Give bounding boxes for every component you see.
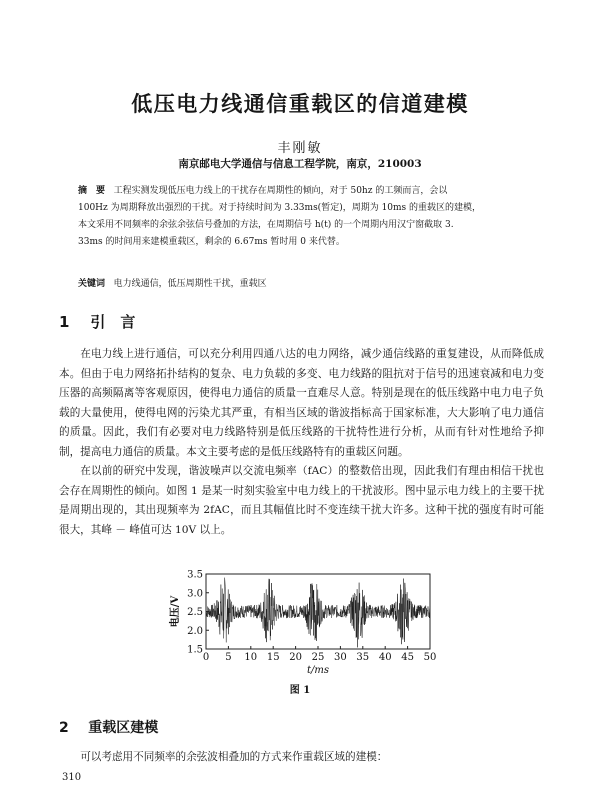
paper-title: 低压电力线通信重载区的信道建模 — [131, 92, 469, 116]
y-tick-label: 3.5 — [187, 569, 203, 581]
y-tick-label: 1.5 — [187, 644, 203, 656]
x-tick-label: 30 — [334, 652, 347, 663]
abstract-line-2: 100Hz 为周期释放出强烈的干扰。对于持续时间为 3.33ms(暂定)，周期为 10ms 的重载区的建模， — [78, 203, 482, 213]
author-name: 丰刚敏 — [277, 141, 323, 156]
paragraph: 可以考虑用不同频率的余弦波相叠加的方式来作重载区域的建模： — [80, 751, 388, 763]
x-tick-label: 15 — [266, 652, 280, 663]
section-1-heading: 1 引 言 — [59, 313, 136, 331]
x-tick-label: 5 — [225, 652, 232, 663]
abstract-line-3: 本文采用不同频率的余弦余弦信号叠加的方法，在周期信号 h(t) 的一个周期内用汉宁窗截取 3. — [78, 220, 454, 230]
keywords — [78, 276, 267, 289]
page-number: 310 — [62, 772, 82, 783]
paragraph: 在以前的研究中发现，谐波噪声以交流电频率（fAC）的整数倍出现，因此我们有理由相信干扰也会存在周期性的倾向。如图 1 是某一时刻实验室中电力线上的干扰波形。图中显示电力线上的主要干扰是周期出现的，其出现频率为 2fAC，而且其幅值比时不变连续干扰大许多。这种干扰的强度有时可能很大，其峰 － 峰值可达 10V 以上。 — [59, 465, 544, 536]
x-tick-label: 10 — [244, 652, 258, 663]
x-axis-label: t/ms — [306, 665, 330, 676]
x-tick-label: 35 — [356, 652, 370, 663]
keywords-label: 关键词 — [78, 279, 106, 289]
figure-1-chart — [168, 566, 458, 676]
y-tick-label: 3.0 — [187, 588, 203, 600]
x-tick-label: 20 — [289, 652, 302, 663]
abstract-line-1: 摘 要 工程实测发现低压电力线上的干扰存在周期性的倾向，对于 50hz 的工频而言，会以 — [78, 186, 448, 196]
abstract-line-4: 33ms 的时间用来建模重载区，剩余的 6.67ms 暂时用 0 来代替。 — [78, 237, 345, 247]
y-tick-label: 2.0 — [187, 625, 203, 637]
section-2-body — [59, 748, 544, 768]
affiliation: 南京邮电大学通信与信息工程学院，南京，210003 — [178, 158, 422, 170]
keywords-text: 电力线通信，低压周期性干扰，重载区 — [113, 279, 267, 289]
figure-1-caption: 图 1 — [289, 685, 311, 696]
x-tick-label: 25 — [311, 652, 325, 663]
section-2-heading: 2 重载区建模 — [59, 720, 159, 736]
y-axis-label: 电压/V — [170, 595, 181, 628]
x-tick-label: 50 — [423, 652, 437, 663]
y-tick-label: 2.5 — [187, 607, 203, 618]
abstract-label: 摘 要 — [78, 186, 106, 196]
paragraph: 在电力线上进行通信，可以充分利用四通八达的电力网络，减少通信线路的重复建设，从而降低成本。但由于电力网络拓扑结构的复杂、电力负载的多变、电力线路的阻抗对于信号的迅速衰减和电力变压器的高频隔离等客观原因，使得电力通信的质量一直难尽人意。特别是现在的低压线路中电力电子负载的大量使用，使得电网的污染尤其严重，有相当区域的谐波指标高于国家标准，大大影响了电力通信的质量。因此，我们有必要对电力线路特别是低压线路的干扰特性进行分析，从而有针对性地给予抑制，提高电力通信的质量。本文主要考虑的是低压线路特有的重载区问题。 — [59, 348, 544, 458]
waveform-series-line — [206, 578, 430, 648]
section-1-body — [59, 345, 544, 540]
x-tick-label: 0 — [202, 652, 210, 663]
x-tick-label: 45 — [401, 652, 414, 663]
x-tick-label: 40 — [378, 652, 392, 663]
